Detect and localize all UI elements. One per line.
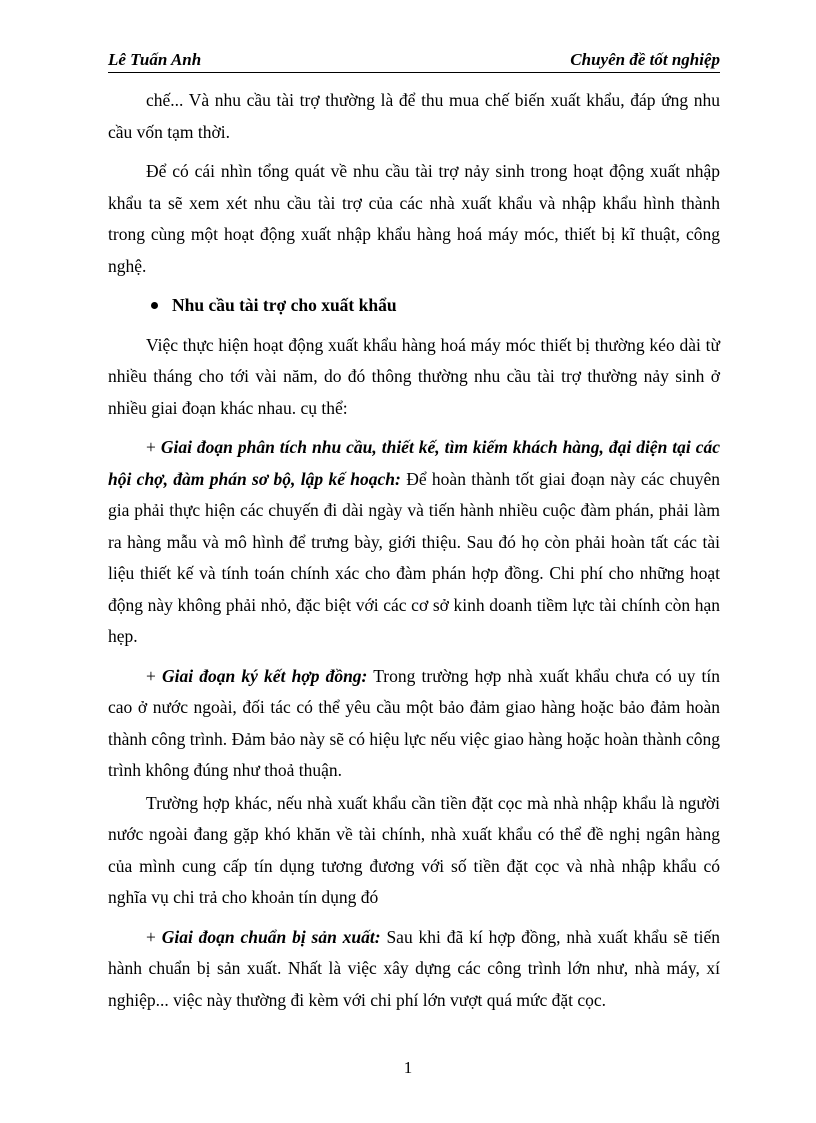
paragraph-overview: Để có cái nhìn tổng quát về nhu cầu tài trợ nảy sinh trong hoạt động xuất nhập khẩu ta sẽ xem xét nhu cầu tài trợ của các nhà xuất khẩu và nhập khẩu hình thành trong cùng một hoạt động xuất nhập khẩu hàng hoá máy móc, thiết bị kĩ thuật, công nghệ. — [108, 161, 720, 276]
stage-analysis-title: Giai đoạn phân tích nhu cầu, thiết kế, tìm kiếm khách hàng, đại diện tại các hội chợ, đàm phán sơ bộ, lập kế hoạch: — [108, 437, 720, 489]
header-title: Chuyên đề tốt nghiệp — [570, 50, 720, 69]
paragraph-deposit-case: Trường hợp khác, nếu nhà xuất khẩu cần tiền đặt cọc mà nhà nhập khẩu là người nước ngoài đang gặp khó khăn về tài chính, nhà xuất khẩu có thể đề nghị ngân hàng của mình cung cấp tín dụng tương đương với số tiền đặt cọc và nhà nhập khẩu có nghĩa vụ chi trả cho khoản tín dụng đó — [108, 792, 720, 907]
paragraph-export-intro: Việc thực hiện hoạt động xuất khẩu hàng hoá máy móc thiết bị thường kéo dài từ nhiều tháng cho tới vài năm, do đó thông thường nhu cầu tài trợ thường nảy sinh ở nhiều giai đoạn khác nhau. cụ thể: — [108, 334, 720, 418]
stage-analysis-prefix: + — [146, 437, 161, 457]
header-author: Lê Tuấn Anh — [108, 50, 202, 69]
bullet-dot-icon — [151, 302, 158, 309]
document-body — [108, 85, 720, 1024]
page-number: 1 — [403, 1058, 413, 1077]
page-header — [108, 48, 720, 73]
bullet-heading: Nhu cầu tài trợ cho xuất khẩu — [172, 295, 397, 315]
paragraph-continuation — [108, 85, 720, 148]
paragraph-stage-contract — [108, 661, 720, 787]
stage-contract-prefix: + — [146, 665, 163, 686]
stage-analysis-text: Để hoàn thành tốt giai đoạn này các chuyên gia phải thực hiện các chuyến đi dài ngày và tiến hành nhiều cuộc đàm phán, phải làm ra hàng mẫu và mô hình để trưng bày, giới thiệu. Sau đó họ còn phải hoàn tất các tài liệu thiết kế và tính toán chính xác cho đàm phán hợp đồng. Chi phí cho những hoạt động này không phải nhỏ, đặc biệt với các cơ sở kinh doanh tiềm lực tài chính còn hạn hẹp. — [108, 468, 720, 646]
stage-contract-title: Giai đoạn ký kết hợp đồng: — [162, 665, 368, 686]
stage-production-prefix: + — [146, 926, 162, 947]
paragraph-continuation-text: chế... Và nhu cầu tài trợ thường là để thu mua chế biến xuất khẩu, đáp ứng nhu cầu vốn tạm thời. — [108, 90, 720, 142]
bullet-export-financing — [108, 290, 720, 322]
stage-production-text: Sau khi đã kí hợp đồng, nhà xuất khẩu sẽ tiến hành chuẩn bị sản xuất. Nhất là việc xây dựng các công trình lớn như, nhà máy, xí nghiệp... việc này thường đi kèm với chi phí lớn vượt quá mức đặt cọc. — [108, 926, 720, 1010]
paragraph-stage-production — [108, 922, 720, 1017]
stage-contract-text: Trong trường hợp nhà xuất khẩu chưa có uy tín cao ở nước ngoài, đối tác có thể yêu cầu một bảo đảm giao hàng hoặc bảo đảm hoàn thành công trình. Đảm bảo này sẽ có hiệu lực nếu việc giao hàng hoặc hoàn thành công trình không đúng như thoả thuận. — [108, 665, 720, 780]
paragraph-stage-analysis — [108, 432, 720, 653]
stage-production-title: Giai đoạn chuẩn bị sản xuất: — [161, 926, 381, 947]
